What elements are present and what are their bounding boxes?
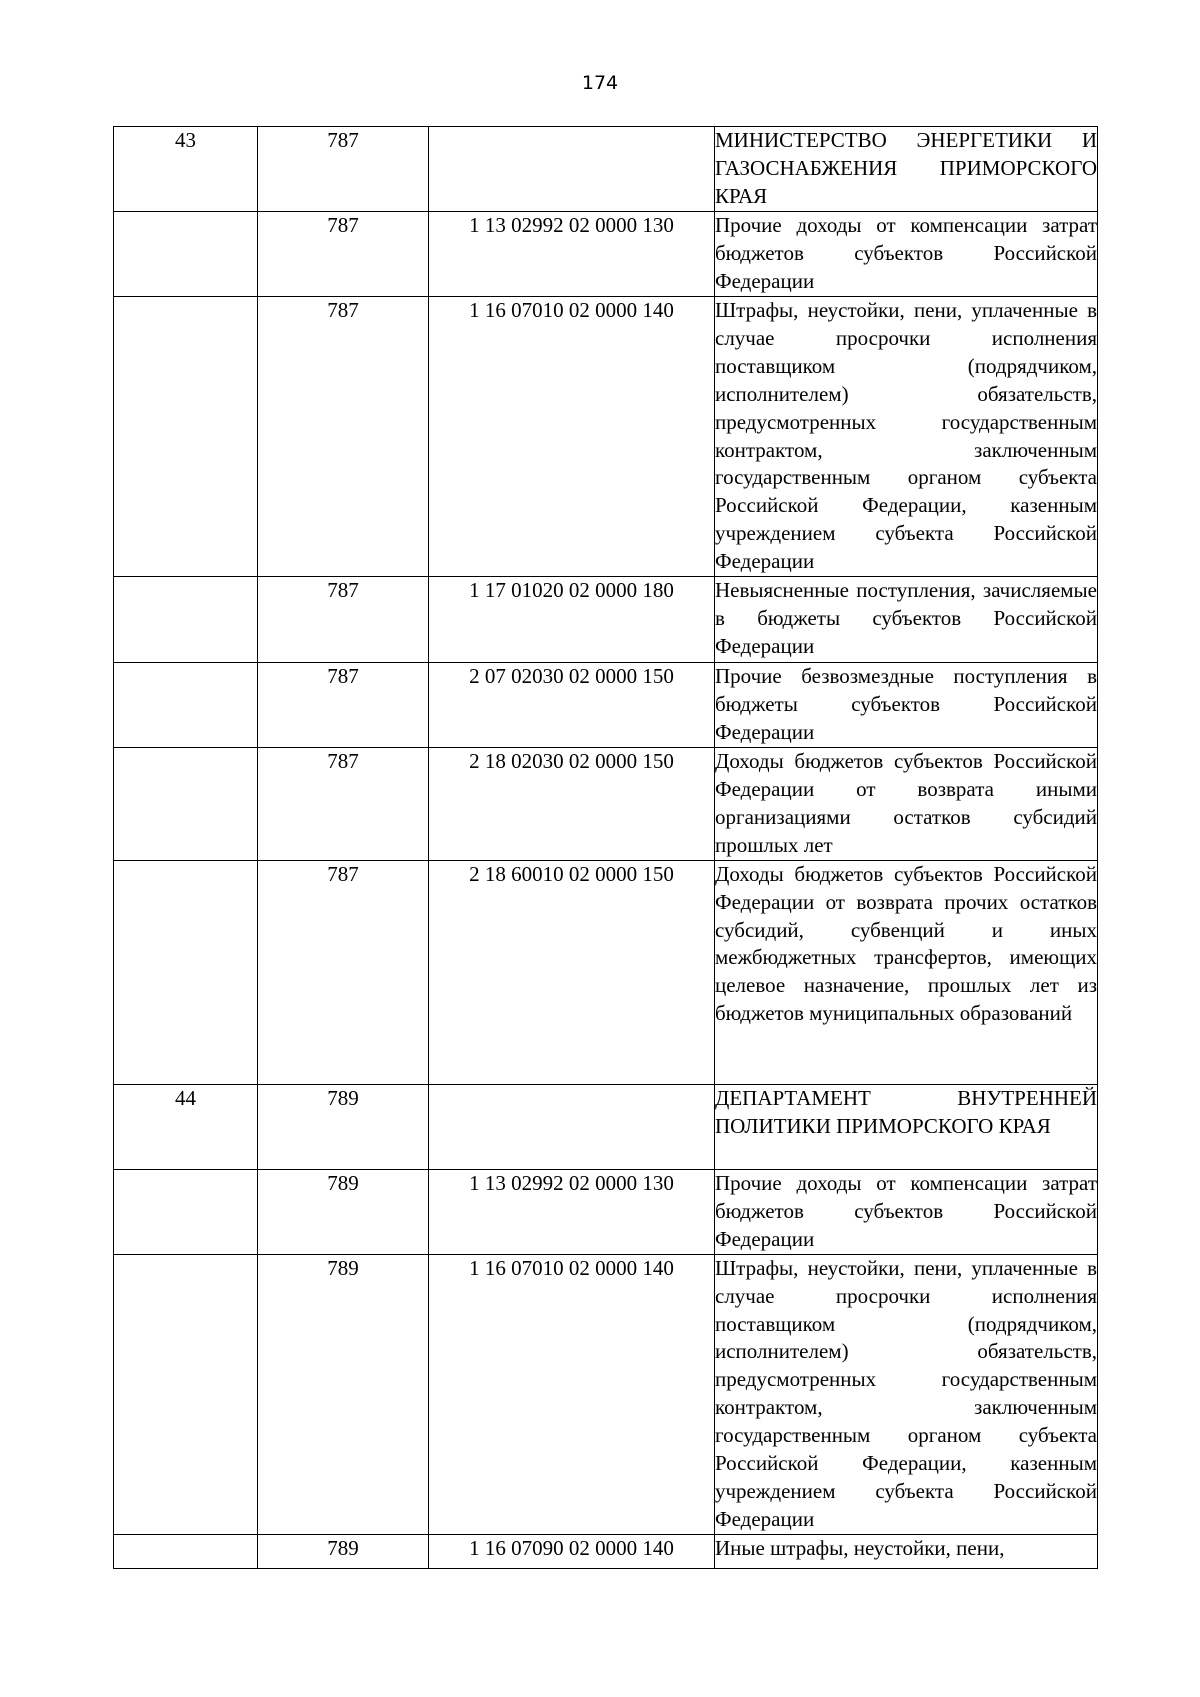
table-row bbox=[114, 212, 1098, 297]
row-number-cell bbox=[114, 577, 258, 663]
table-row bbox=[114, 297, 1098, 577]
table-row bbox=[114, 1534, 1098, 1568]
row-number-cell bbox=[114, 663, 258, 748]
revenue-code-cell: 1 16 07010 02 0000 140 bbox=[429, 1254, 715, 1534]
row-number-cell bbox=[114, 1254, 258, 1534]
row-number-cell bbox=[114, 1169, 258, 1254]
admin-code-cell: 789 bbox=[258, 1169, 429, 1254]
revenue-name-cell: Невыясненные поступления, зачисляемые в бюджеты субъектов Российской Федерации bbox=[715, 577, 1098, 663]
revenue-code-cell: 2 18 02030 02 0000 150 bbox=[429, 748, 715, 861]
table-row bbox=[114, 663, 1098, 748]
revenue-code-cell: 1 17 01020 02 0000 180 bbox=[429, 577, 715, 663]
admin-code-cell: 787 bbox=[258, 860, 429, 1084]
revenue-code-cell bbox=[429, 127, 715, 212]
row-number-cell: 44 bbox=[114, 1084, 258, 1169]
admin-code-cell: 787 bbox=[258, 297, 429, 577]
admin-code-cell: 789 bbox=[258, 1534, 429, 1568]
revenue-name-cell: Доходы бюджетов субъектов Российской Федерации от возврата иными организациями остатков субсидий прошлых лет bbox=[715, 748, 1098, 861]
row-number-cell bbox=[114, 297, 258, 577]
row-number-cell bbox=[114, 1534, 258, 1568]
table-row bbox=[114, 860, 1098, 1084]
revenue-name-cell: Штрафы, неустойки, пени, уплаченные в случае просрочки исполнения поставщиком (подрядчиком, исполнителем) обязательств, предусмотренных государственным контрактом, заключенным государственным органом субъекта Российской Федерации, казенным учреждением субъекта Российской Федерации bbox=[715, 297, 1098, 577]
revenue-codes-table bbox=[113, 126, 1098, 1569]
page-number: 174 bbox=[581, 72, 619, 94]
table-row bbox=[114, 1169, 1098, 1254]
revenue-name-cell: ДЕПАРТАМЕНТ ВНУТРЕННЕЙ ПОЛИТИКИ ПРИМОРСКОГО КРАЯ bbox=[715, 1084, 1098, 1169]
revenue-code-cell: 1 13 02992 02 0000 130 bbox=[429, 1169, 715, 1254]
table-row bbox=[114, 577, 1098, 663]
table-row bbox=[114, 748, 1098, 861]
revenue-name-cell: Доходы бюджетов субъектов Российской Федерации от возврата прочих остатков субсидий, субвенций и иных межбюджетных трансфертов, имеющих целевое назначение, прошлых лет из бюджетов муниципальных образований bbox=[715, 860, 1098, 1084]
row-number-cell: 43 bbox=[114, 127, 258, 212]
admin-code-cell: 787 bbox=[258, 748, 429, 861]
table-row bbox=[114, 127, 1098, 212]
revenue-code-cell: 1 13 02992 02 0000 130 bbox=[429, 212, 715, 297]
revenue-name-cell: Прочие доходы от компенсации затрат бюджетов субъектов Российской Федерации bbox=[715, 212, 1098, 297]
admin-code-cell: 787 bbox=[258, 127, 429, 212]
admin-code-cell: 789 bbox=[258, 1254, 429, 1534]
revenue-name-cell: Прочие доходы от компенсации затрат бюджетов субъектов Российской Федерации bbox=[715, 1169, 1098, 1254]
row-number-cell bbox=[114, 212, 258, 297]
revenue-code-cell: 1 16 07010 02 0000 140 bbox=[429, 297, 715, 577]
revenue-code-cell: 2 07 02030 02 0000 150 bbox=[429, 663, 715, 748]
revenue-name-cell: МИНИСТЕРСТВО ЭНЕРГЕТИКИ И ГАЗОСНАБЖЕНИЯ ПРИМОРСКОГО КРАЯ bbox=[715, 127, 1098, 212]
revenue-code-cell: 2 18 60010 02 0000 150 bbox=[429, 860, 715, 1084]
row-number-cell bbox=[114, 860, 258, 1084]
revenue-code-cell bbox=[429, 1084, 715, 1169]
revenue-code-cell: 1 16 07090 02 0000 140 bbox=[429, 1534, 715, 1568]
table-row bbox=[114, 1254, 1098, 1534]
revenue-name-cell: Штрафы, неустойки, пени, уплаченные в случае просрочки исполнения поставщиком (подрядчиком, исполнителем) обязательств, предусмотренных государственным контрактом, заключенным государственным органом субъекта Российской Федерации, казенным учреждением субъекта Российской Федерации bbox=[715, 1254, 1098, 1534]
admin-code-cell: 787 bbox=[258, 663, 429, 748]
admin-code-cell: 787 bbox=[258, 577, 429, 663]
admin-code-cell: 787 bbox=[258, 212, 429, 297]
table-row bbox=[114, 1084, 1098, 1169]
admin-code-cell: 789 bbox=[258, 1084, 429, 1169]
revenue-name-cell: Прочие безвозмездные поступления в бюджеты субъектов Российской Федерации bbox=[715, 663, 1098, 748]
row-number-cell bbox=[114, 748, 258, 861]
revenue-name-cell: Иные штрафы, неустойки, пени, bbox=[715, 1534, 1098, 1568]
